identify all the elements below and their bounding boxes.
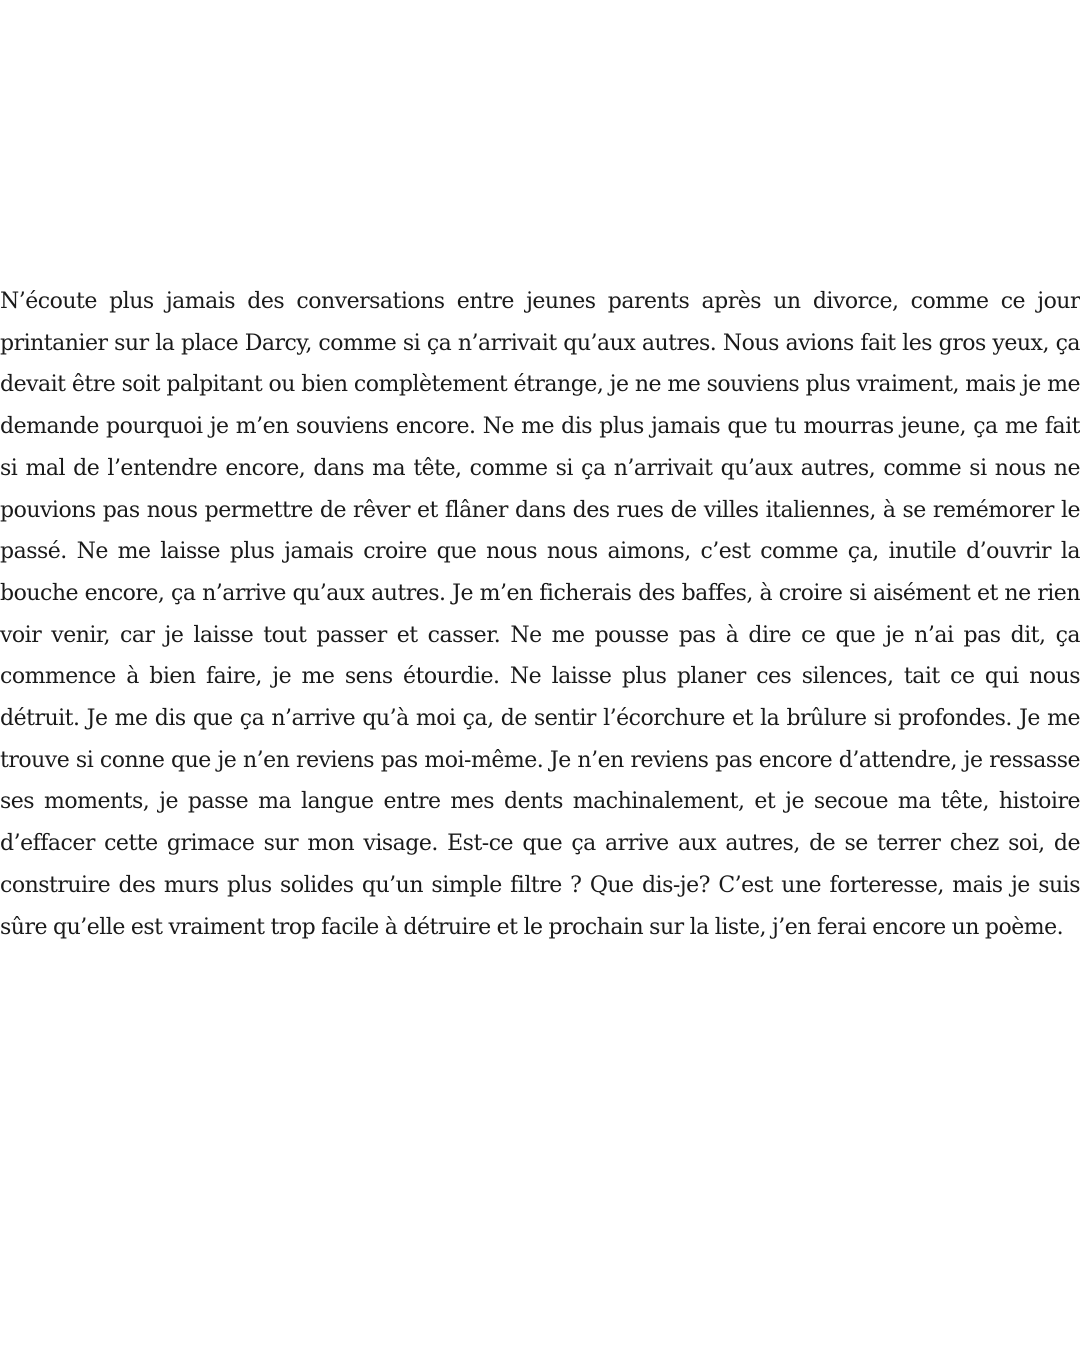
poem-text: N’écoute plus jamais des conversations entre jeunes parents après un divorce, comme ce jour printanier sur la place Darcy, comme si ça n’arrivait qu’aux autres. Nous avions fait les gros yeux, ça devait être soit palpitant ou bien complètement étrange, je ne me souviens plus vraiment, mais je me demande pourquoi je m’en souviens encore. Ne me dis plus jamais que tu mourras jeune, ça me fait si mal de l’entendre encore, dans ma tête, comme si ça n’arrivait qu’aux autres, comme si nous ne pouvions pas nous permettre de rêver et flâner dans des rues de villes italiennes, à se remémorer le passé. Ne me laisse plus jamais croire que nous nous aimons, c’est comme ça, inutile d’ouvrir la bouche encore, ça n’arrive qu’aux autres. Je m’en ficherais des baffes, à croire si aisément et ne rien voir venir, car je laisse tout passer et casser. Ne me pousse pas à dire ce que je n’ai pas dit, ça commence à bien faire, je me sens étourdie. Ne laisse plus planer ces silences, tait ce qui nous détruit. Je me dis que ça n’arrive qu’à moi ça, de sentir l’écorchure et la brûlure si profondes. Je me trouve si conne que je n’en reviens pas moi-même. Je n’en reviens pas encore d’attendre, je ressasse ses moments, je passe ma langue entre mes dents machinalement, et je secoue ma tête, histoire d’effacer cette grimace sur mon visage. Est-ce que ça arrive aux autres, de se terrer chez soi, de construire des murs plus solides qu’un simple filtre ? Que dis-je? C’est une forteresse, mais je suis sûre qu’elle est vraiment trop facile à détruire et le prochain sur la liste, j’en ferai encore un poème. [0,289,1080,940]
